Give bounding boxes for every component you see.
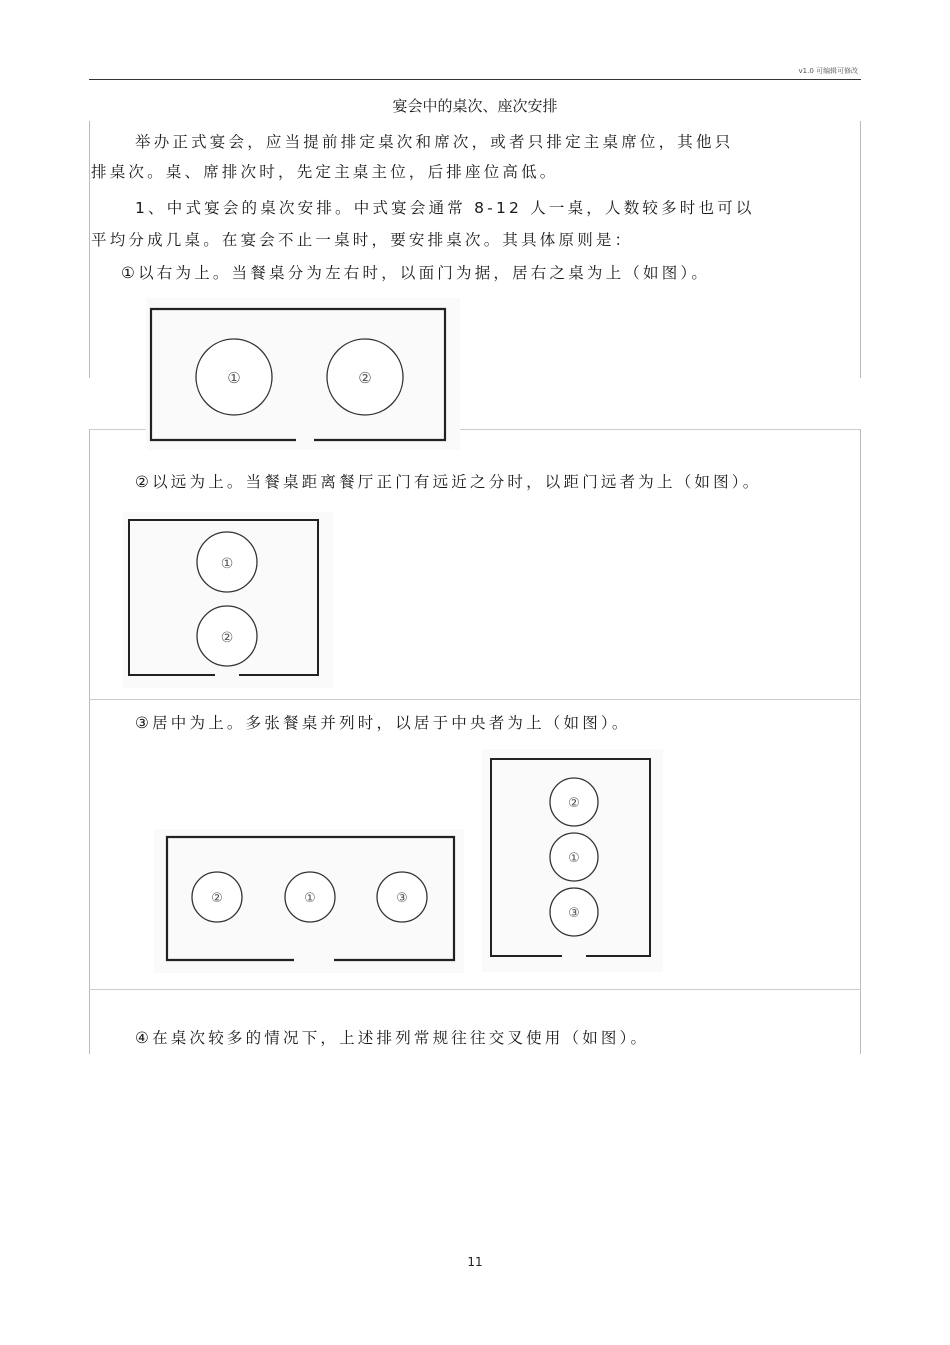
version-label: v1.0 可编辑可修改	[798, 67, 858, 75]
table-border-right-2	[860, 429, 861, 1054]
page-number: 11	[467, 1255, 483, 1269]
table-label: ①	[568, 851, 580, 866]
figure-center-row	[154, 829, 464, 973]
header-rule	[89, 79, 861, 80]
table-row-divider	[89, 989, 861, 990]
rule-line: ④在桌次较多的情况下，上述排列常规往往交叉使用（如图）。	[135, 1029, 650, 1047]
table-label: ③	[568, 906, 580, 921]
rule-line: ①以右为上。当餐桌分为左右时，以面门为据，居右之桌为上（如图）。	[121, 264, 711, 282]
figure-center-column	[482, 749, 663, 972]
table-row-divider	[89, 699, 861, 700]
rule-line: ③居中为上。多张餐桌并列时，以居于中央者为上（如图）。	[135, 714, 631, 732]
table-label: ①	[220, 556, 234, 572]
figure-left-right	[146, 298, 460, 450]
table-label: ③	[396, 891, 408, 906]
document-title: 宴会中的桌次、座次安排	[392, 97, 558, 115]
rule-line: ②以远为上。当餐桌距离餐厅正门有远近之分时，以距门远者为上（如图）。	[135, 473, 762, 491]
table-label: ②	[220, 630, 234, 646]
paragraph-line: 排桌次。桌、席排次时，先定主桌主位，后排座位高低。	[91, 163, 559, 181]
figure-near-far	[123, 512, 333, 688]
table-border-left-2	[89, 429, 90, 1054]
table-border-right	[860, 121, 861, 378]
table-label: ①	[227, 369, 241, 387]
paragraph-line: 1、中式宴会的桌次安排。中式宴会通常 8-12 人一桌，人数较多时也可以	[135, 199, 755, 217]
table-label: ②	[568, 796, 580, 811]
paragraph-line: 平均分成几桌。在宴会不止一桌时，要安排桌次。其具体原则是：	[91, 231, 634, 249]
paragraph-line: 举办正式宴会，应当提前排定桌次和席次，或者只排定主桌席位，其他只	[135, 133, 734, 151]
table-label: ②	[358, 369, 372, 387]
table-border-left	[89, 121, 90, 378]
table-label: ①	[304, 891, 316, 906]
table-label: ②	[211, 891, 223, 906]
